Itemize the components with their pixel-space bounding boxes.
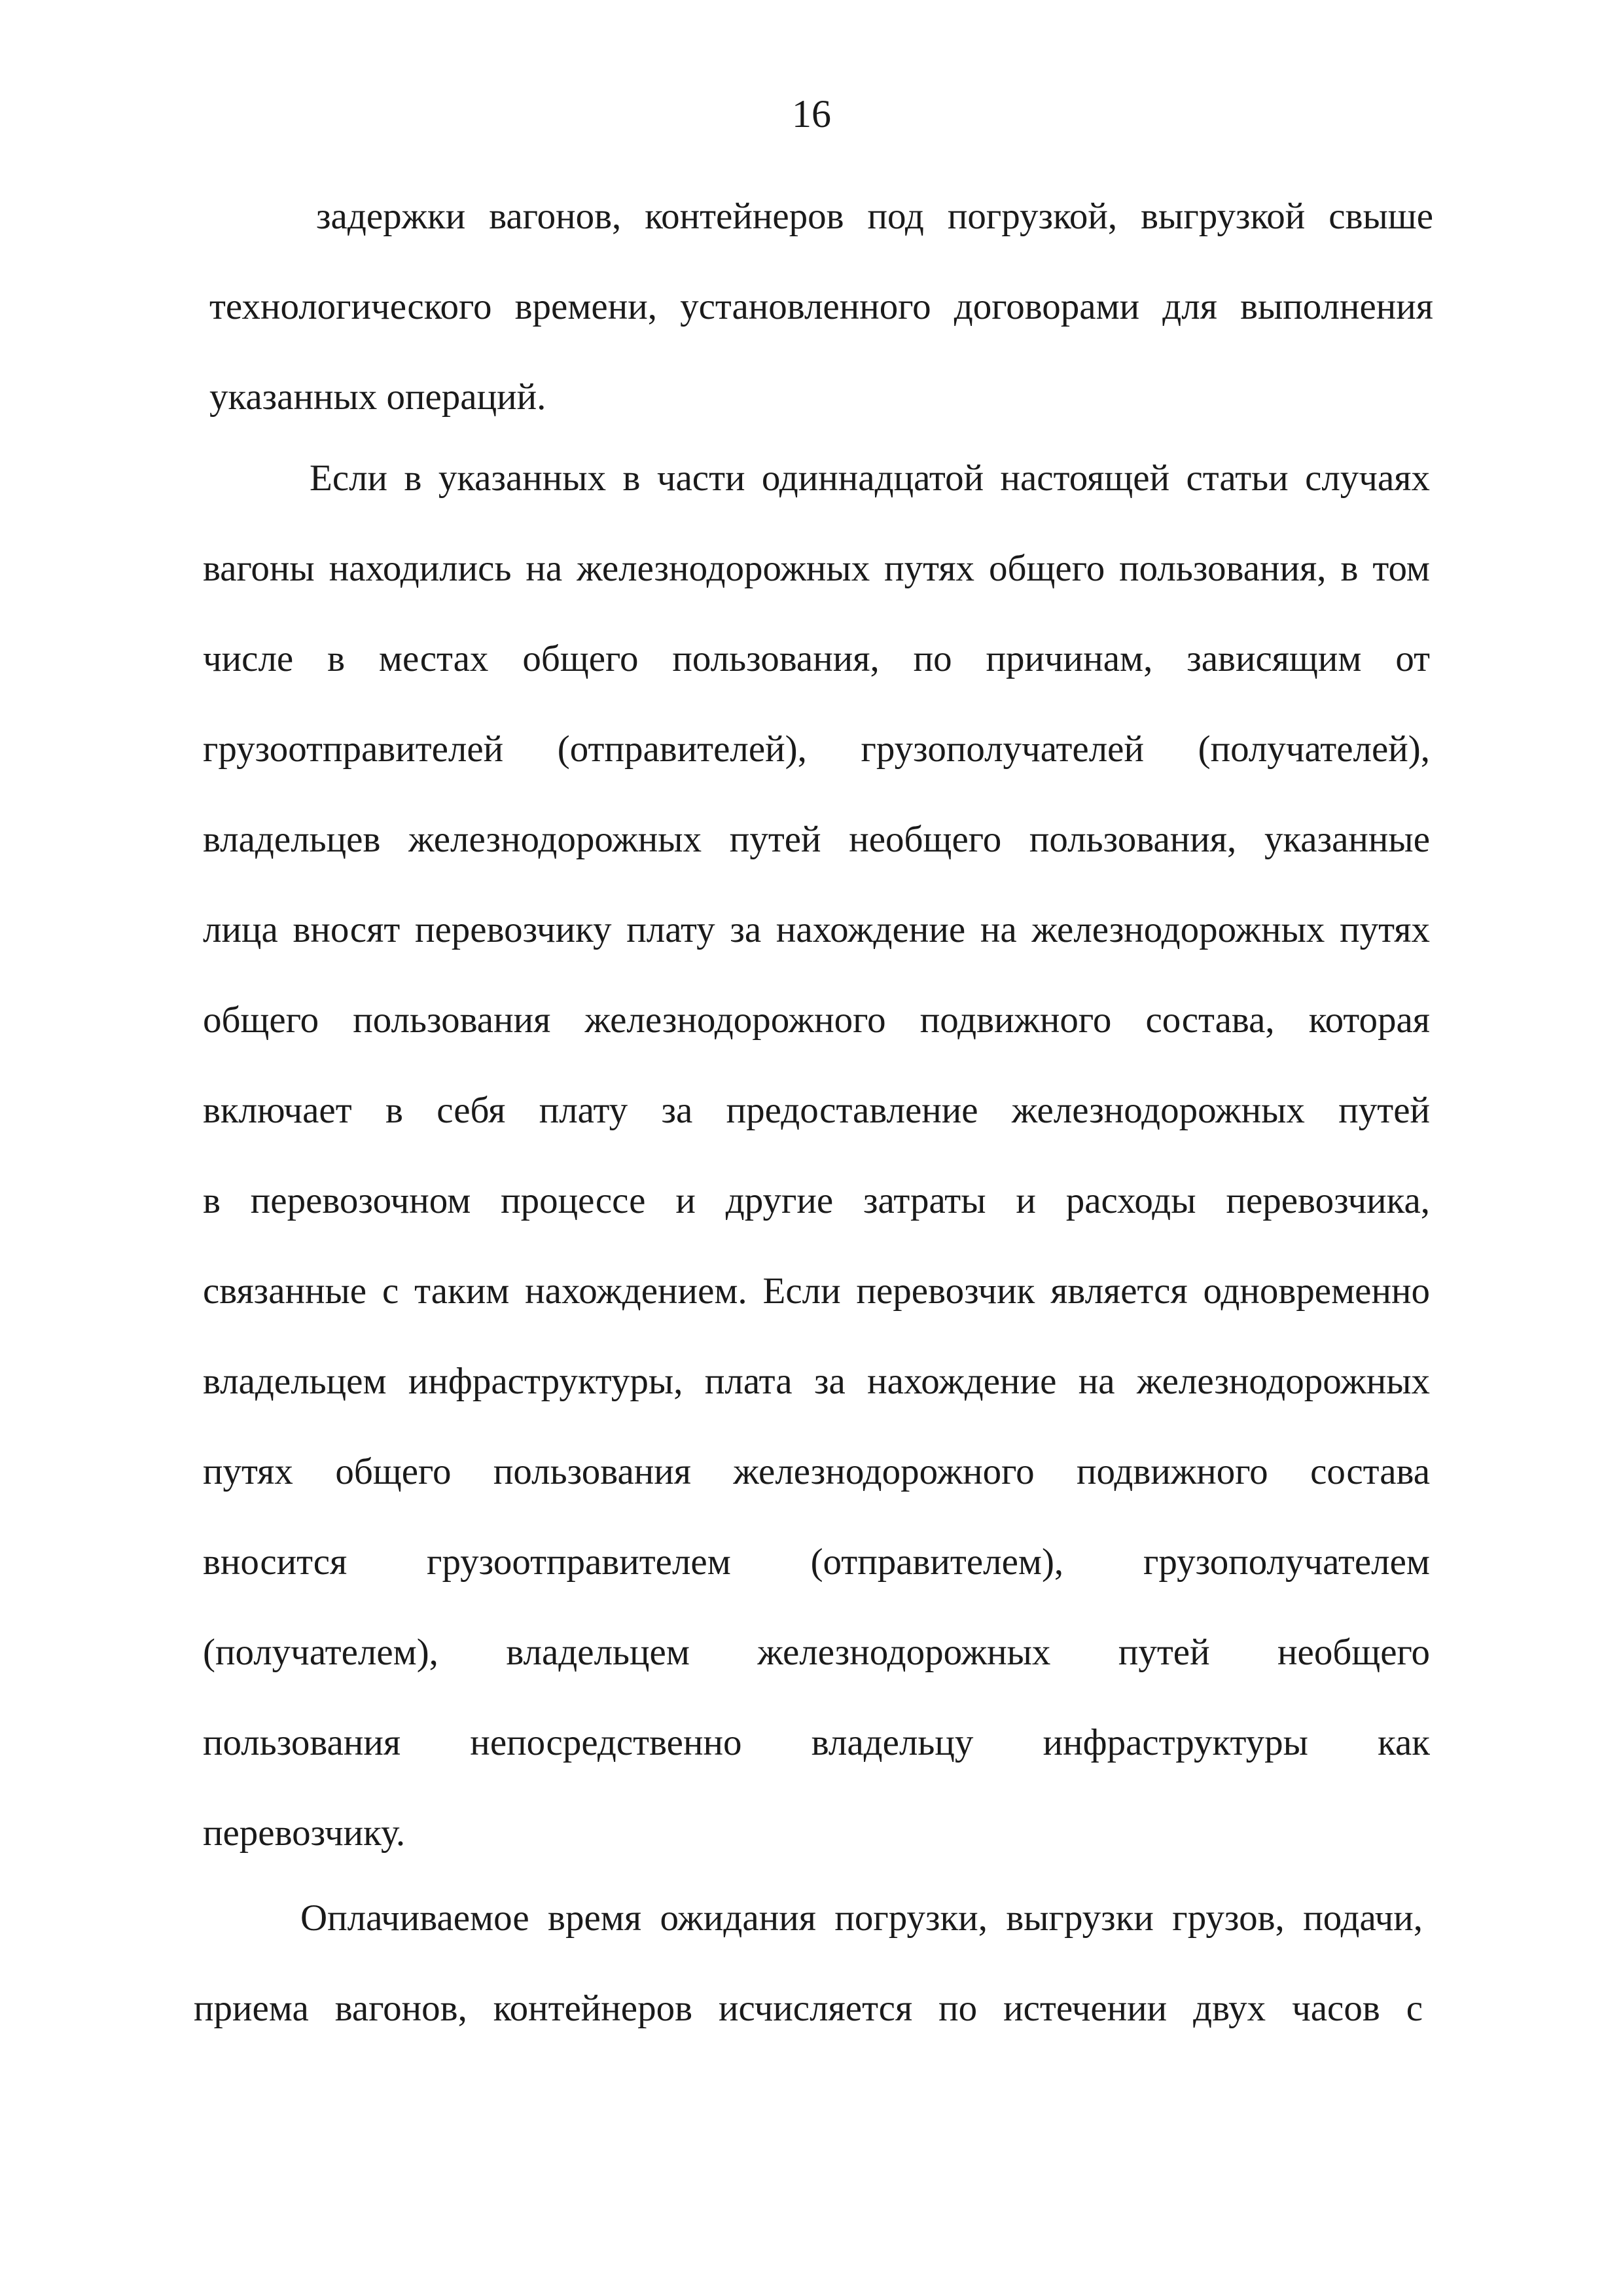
paragraph-line: вносится грузоотправителем (отправителем), грузополучателем (203, 1541, 1430, 1583)
paragraph-line: Если в указанных в части одиннадцатой настоящей статьи случаях (310, 457, 1430, 499)
paragraph-line: общего пользования железнодорожного подвижного состава, которая (203, 999, 1430, 1041)
paragraph-line: указанных операций. (209, 376, 546, 418)
paragraph-line: задержки вагонов, контейнеров под погрузкой, выгрузкой свыше (316, 196, 1433, 237)
paragraph-line: (получателем), владельцем железнодорожных путей необщего (203, 1632, 1430, 1673)
paragraph-line: владельцев железнодорожных путей необщего пользования, указанные (203, 819, 1430, 860)
paragraph-line: приема вагонов, контейнеров исчисляется по истечении двух часов с (194, 1988, 1423, 2029)
paragraph-line: технологического времени, установленного договорами для выполнения (209, 286, 1433, 327)
paragraph-2 (203, 433, 1430, 1878)
paragraph-line: связанные с таким нахождением. Если перевозчик является одновременно (203, 1270, 1430, 1312)
paragraph-1 (209, 171, 1433, 442)
paragraph-line: числе в местах общего пользования, по причинам, зависящим от (203, 638, 1430, 679)
paragraph-line: путях общего пользования железнодорожного подвижного состава (203, 1451, 1430, 1492)
paragraph-line: пользования непосредственно владельцу инфраструктуры как (203, 1722, 1430, 1763)
paragraph-line: Оплачиваемое время ожидания погрузки, выгрузки грузов, подачи, (300, 1897, 1423, 1939)
paragraph-line: перевозчику. (203, 1812, 406, 1854)
page-number: 16 (792, 92, 831, 135)
paragraph-line: владельцем инфраструктуры, плата за нахождение на железнодорожных (203, 1361, 1430, 1402)
paragraph-3 (194, 1873, 1423, 2054)
paragraph-line: вагоны находились на железнодорожных путях общего пользования, в том (203, 548, 1430, 589)
paragraph-line: лица вносят перевозчику плату за нахождение на железнодорожных путях (203, 909, 1430, 950)
paragraph-line: включает в себя плату за предоставление железнодорожных путей (203, 1090, 1430, 1131)
paragraph-line: грузоотправителей (отправителей), грузополучателей (получателей), (203, 728, 1430, 770)
paragraph-line: в перевозочном процессе и другие затраты и расходы перевозчика, (203, 1180, 1430, 1221)
